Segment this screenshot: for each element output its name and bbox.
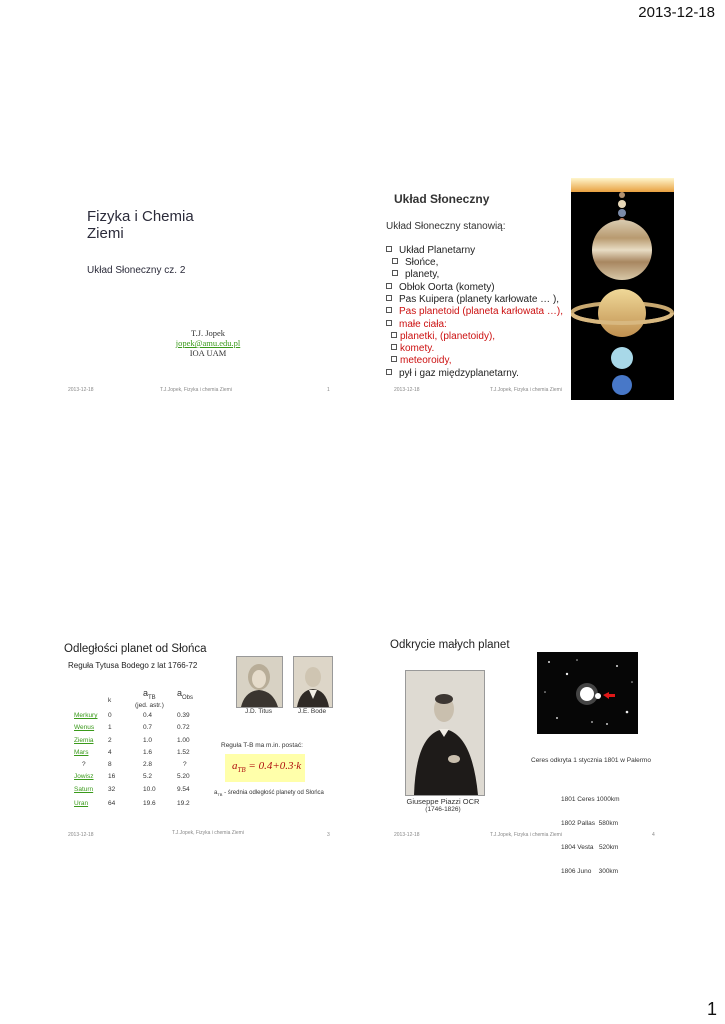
- slide1-title-line2: Ziemi: [87, 225, 124, 242]
- slide3-footer-date: 2013-12-18: [68, 832, 94, 838]
- slide4-title: Odkrycie małych planet: [390, 639, 510, 651]
- slide3-footer-number: 3: [327, 832, 330, 838]
- star-field-icon: [537, 652, 638, 734]
- list-item: Układ Planetarny: [386, 245, 475, 258]
- list-item: Słońce,: [392, 257, 438, 270]
- bullet-square-icon: [392, 258, 398, 264]
- list-item: Obłok Oorta (komety): [386, 282, 495, 295]
- person-portrait-icon: [294, 657, 332, 707]
- bullet-square-icon: [391, 332, 397, 338]
- person-portrait-icon: [406, 671, 484, 795]
- table-row: Merkury 0 0.4 0.39: [74, 712, 190, 719]
- slide1-footer-date: 2013-12-18: [68, 387, 94, 393]
- list-item: planetki, (planetoidy),: [391, 331, 495, 344]
- slide1-title-line1: Fizyka i Chemia: [87, 208, 194, 225]
- bullet-square-icon: [391, 344, 397, 350]
- table-header-units: (jed. astr.): [135, 702, 164, 709]
- slide2-title: Układ Słoneczny: [394, 192, 490, 206]
- table-row: Mars 4 1.6 1.52: [74, 748, 190, 756]
- slide3-footer-author: T.J.Jopek, Fizyka i chemia Ziemi: [172, 830, 244, 836]
- page-date: 2013-12-18: [638, 4, 715, 21]
- bullet-square-icon: [386, 369, 392, 375]
- list-item: Pas Kuipera (planety karłowate … ),: [386, 294, 559, 307]
- slide1-author-block: [160, 328, 256, 358]
- piazzi-years: (1746-1826): [425, 806, 461, 813]
- person-portrait-icon: [237, 657, 282, 707]
- slide1-subtitle: Układ Słoneczny cz. 2: [87, 265, 186, 276]
- slide3-title: Odległości planet od Słońca: [64, 643, 207, 655]
- slide1-footer-number: 1: [327, 387, 330, 393]
- list-item: 1801 Ceres 1000km: [561, 796, 620, 803]
- page-number: 1: [706, 999, 717, 1019]
- table-header-aobs: $a_{Obs}$: [177, 688, 194, 701]
- list-item: meteoroidy,: [391, 355, 452, 368]
- titus-portrait: [236, 656, 283, 708]
- table-row: Wenus 1 0.7 0.72: [74, 724, 190, 732]
- table-row: Saturn 32 10.0 9.54: [74, 785, 190, 793]
- bode-caption: J.E. Bode: [297, 708, 327, 715]
- list-item: komety.: [391, 343, 434, 356]
- piazzi-portrait: [405, 670, 485, 796]
- slide4-footer-number: 4: [652, 832, 655, 838]
- slide2-intro: Układ Słoneczny stanowią:: [386, 221, 506, 232]
- slide3-rule-title: Reguła Tytusa Bodego z lat 1766-72: [68, 661, 198, 670]
- bullet-square-icon: [386, 320, 392, 326]
- bode-portrait: [293, 656, 333, 708]
- list-item: pył i gaz międzyplanetarny.: [386, 368, 519, 381]
- list-item: małe ciała:: [386, 319, 447, 332]
- author-email-link[interactable]: jopek@amu.edu.pl: [175, 338, 241, 348]
- slide4-footer-author: T.J.Jopek, Fizyka i chemia Ziemi: [490, 832, 562, 838]
- author-name: T.J. Jopek: [190, 328, 226, 338]
- table-row: ? 8 2.8 ?: [82, 761, 187, 769]
- solar-system-planets-image: [571, 178, 674, 400]
- table-row: Uran 64 19.6 19.2: [74, 800, 190, 808]
- ceres-caption: Ceres odkryta 1 stycznia 1801 w Palermo: [531, 757, 651, 764]
- piazzi-name: Giuseppe Piazzi OCR: [406, 797, 480, 806]
- rule-form-label: Reguła T-B ma m.in. postać:: [221, 742, 303, 749]
- slide2-footer-author: T.J.Jopek, Fizyka i chemia Ziemi: [490, 387, 562, 393]
- table-row: Ziemia 2 1.0 1.00: [74, 736, 190, 744]
- bullet-square-icon: [386, 295, 392, 301]
- author-institute: IOA UAM: [189, 348, 227, 358]
- titius-bode-formula: $a_{TB} = 0.4+0.3\cdot k$: [232, 760, 302, 775]
- bullet-square-icon: [391, 356, 397, 362]
- list-item: planety,: [392, 269, 439, 282]
- slide2-footer-date: 2013-12-18: [394, 387, 420, 393]
- list-item: 1804 Vesta 520km: [561, 844, 619, 851]
- planets-illustration-icon: [571, 178, 674, 400]
- titus-caption: J.D. Titus: [244, 708, 273, 715]
- slide1-footer-author: T.J.Jopek, Fizyka i chemia Ziemi: [160, 387, 232, 393]
- bullet-square-icon: [386, 283, 392, 289]
- list-item: 1806 Juno 300km: [561, 868, 619, 875]
- table-header-atb: $a_{TB}$: [143, 688, 156, 701]
- bullet-square-icon: [386, 307, 392, 313]
- discoveries-list: [561, 780, 620, 884]
- table-header-k: k: [108, 697, 112, 704]
- titius-bode-table: [74, 712, 204, 812]
- slide4-footer-date: 2013-12-18: [394, 832, 420, 838]
- bullet-square-icon: [392, 270, 398, 276]
- ceres-star-field-image: [537, 652, 638, 734]
- slide1-title: [87, 208, 194, 242]
- formula-note: $a_{TB}$ - średnia odległość planety od Słońca: [214, 790, 324, 798]
- bullet-square-icon: [386, 246, 392, 252]
- list-item: 1802 Pallas 580km: [561, 820, 619, 827]
- table-row: Jowisz 16 5.2 5.20: [74, 773, 190, 781]
- list-item: Pas planetoid (planeta karłowata …),: [386, 306, 563, 319]
